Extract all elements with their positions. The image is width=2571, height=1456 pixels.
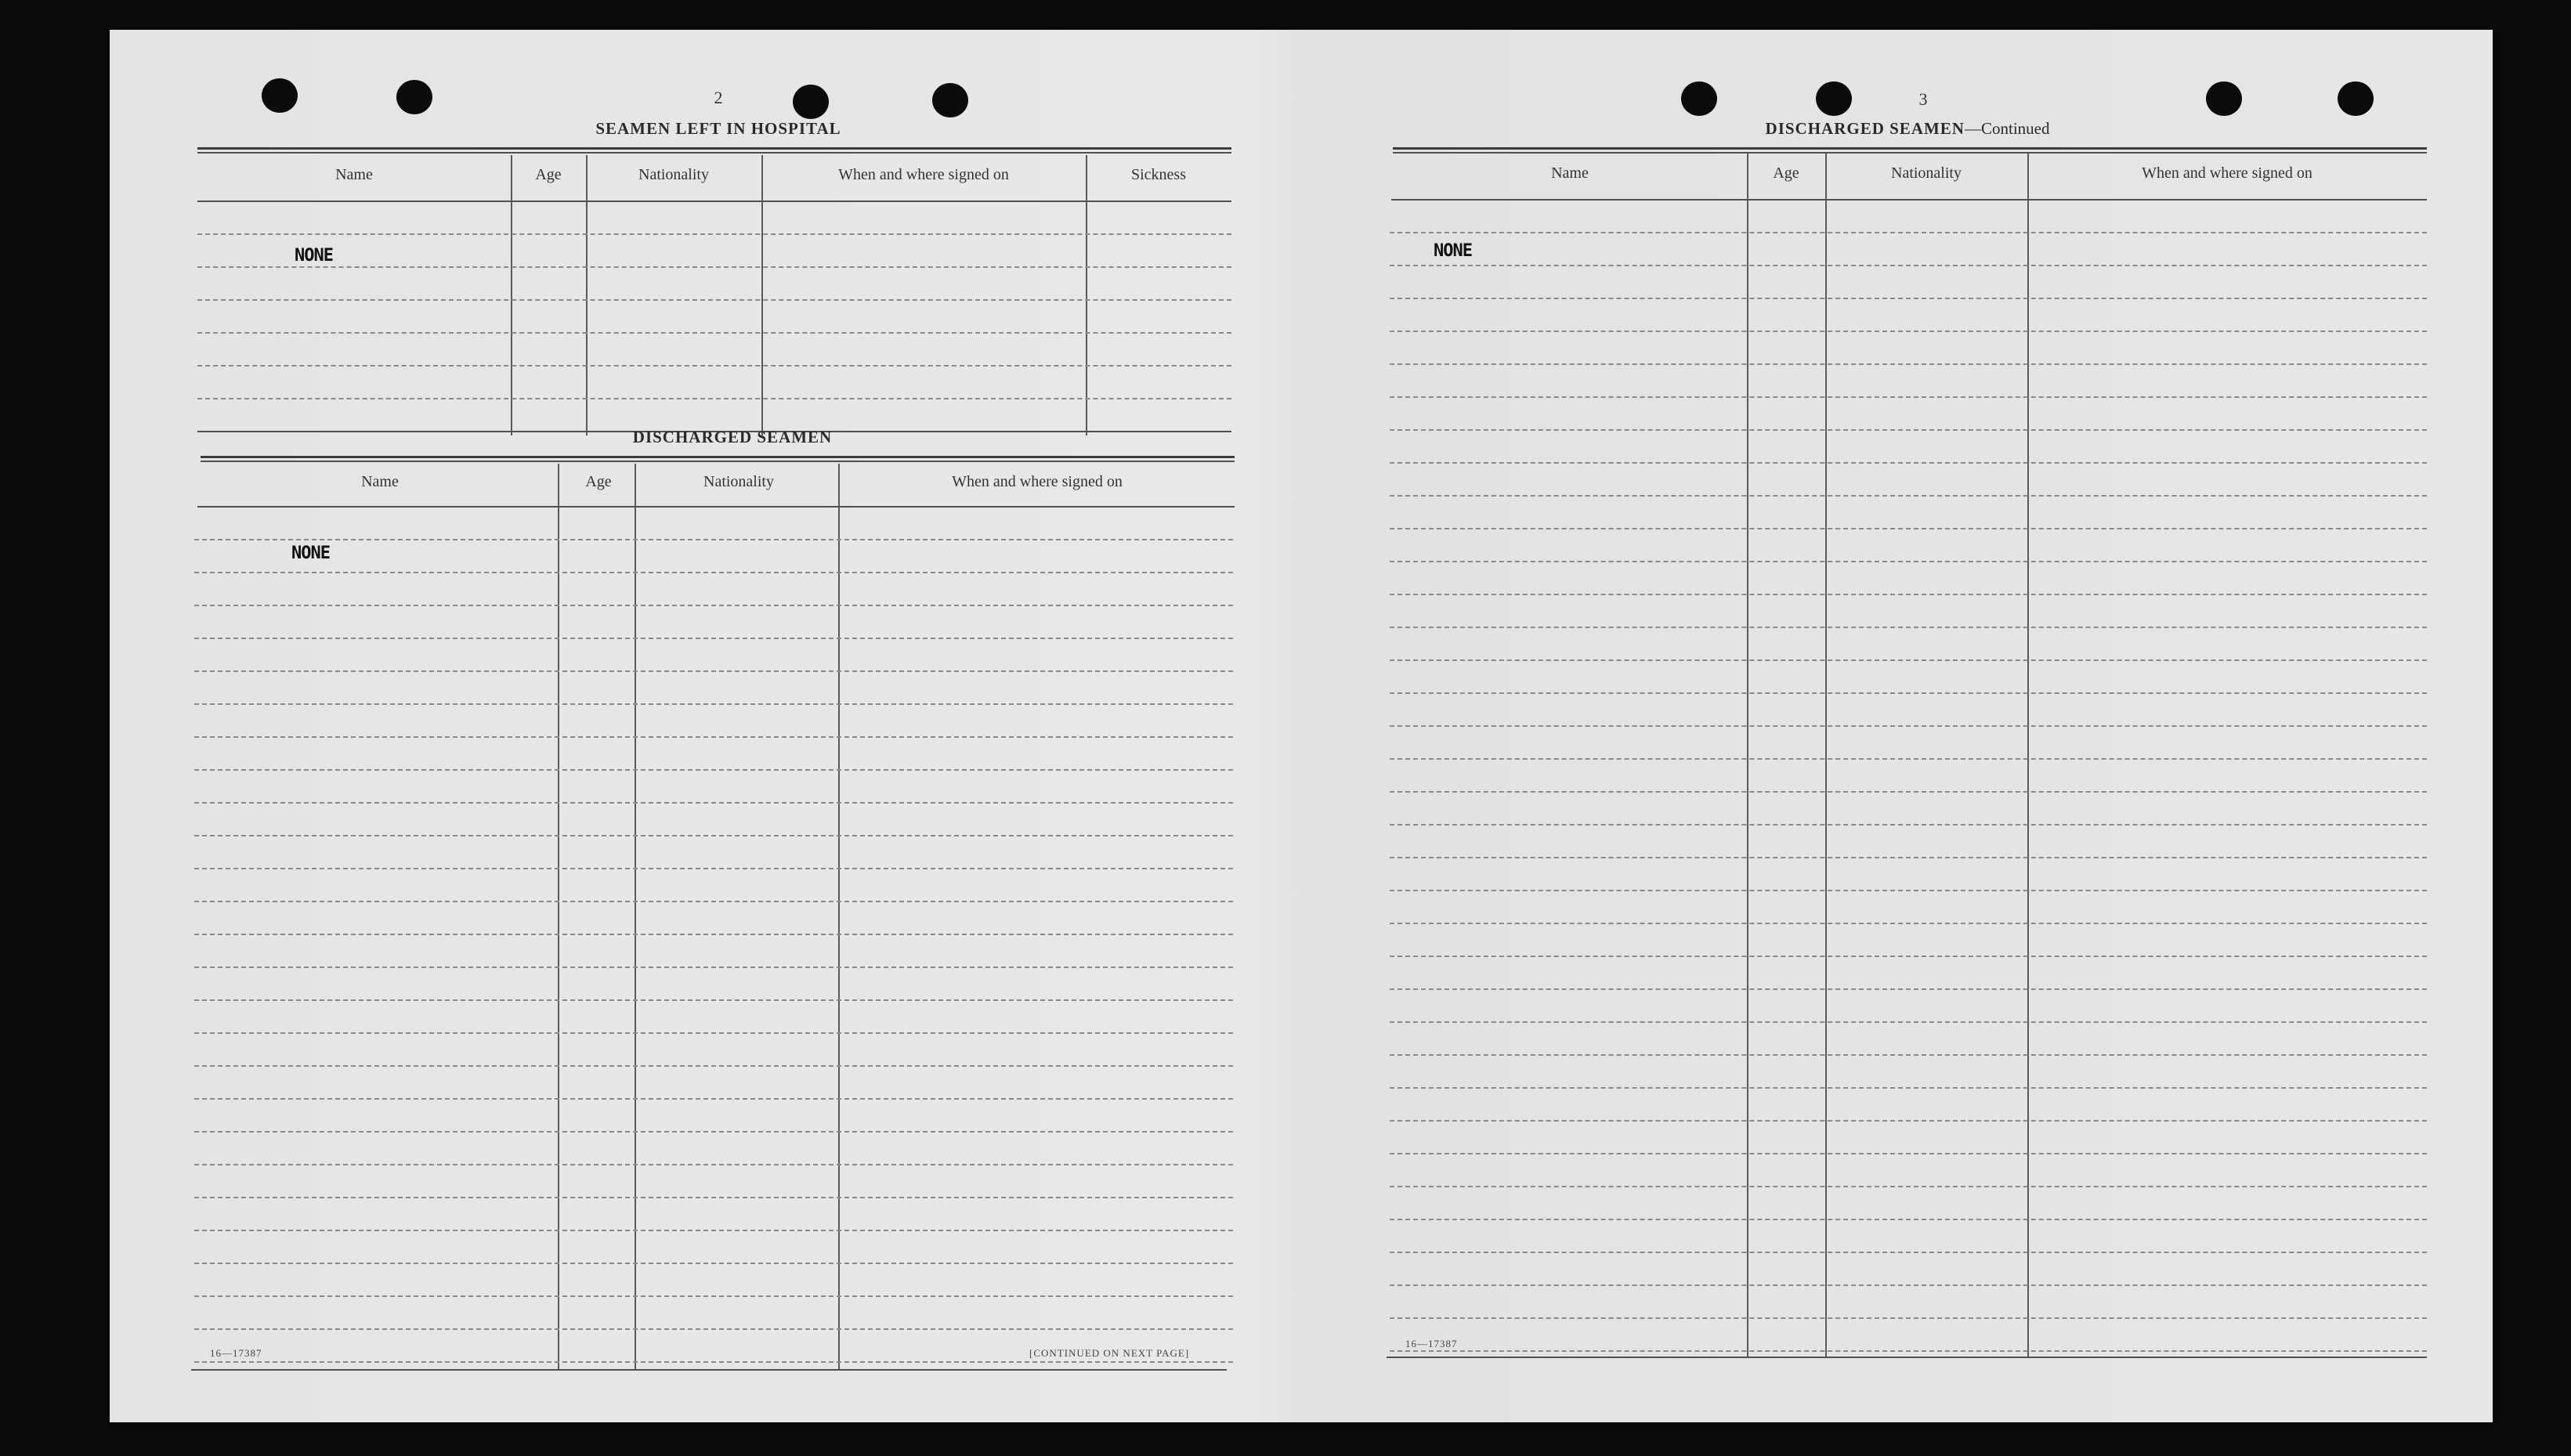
row-line bbox=[1390, 627, 2427, 628]
row-line bbox=[194, 1164, 1233, 1165]
row-line bbox=[1390, 1219, 2427, 1220]
row-line bbox=[194, 1032, 1233, 1034]
row-line bbox=[1390, 1284, 2427, 1286]
row-line bbox=[197, 299, 1231, 301]
column-divider bbox=[838, 464, 840, 1369]
row-line bbox=[1390, 1087, 2427, 1089]
discharged-entry-stamp: NONE bbox=[291, 544, 330, 563]
punch-hole bbox=[1816, 81, 1852, 116]
row-line bbox=[194, 802, 1233, 804]
hospital-section-title: SEAMEN LEFT IN HOSPITAL bbox=[595, 119, 841, 138]
row-line bbox=[194, 670, 1233, 672]
section-rule bbox=[1393, 152, 2427, 154]
discharged-continued-entry-stamp: NONE bbox=[1434, 241, 1472, 261]
discharged-continued-title bbox=[1766, 119, 2050, 139]
punch-hole bbox=[396, 80, 432, 114]
row-line bbox=[197, 266, 1231, 268]
row-line bbox=[194, 769, 1233, 771]
punch-hole bbox=[793, 85, 829, 119]
row-line bbox=[194, 1098, 1233, 1100]
section-rule bbox=[197, 147, 1231, 150]
row-line bbox=[1390, 857, 2427, 858]
row-line bbox=[1390, 890, 2427, 891]
column-header-nationality: Nationality bbox=[1891, 164, 1962, 182]
row-line bbox=[194, 572, 1233, 573]
row-line bbox=[1390, 1186, 2427, 1187]
hospital-entry-stamp: NONE bbox=[295, 246, 333, 266]
punch-hole bbox=[262, 78, 298, 113]
title-suffix: —Continued bbox=[1964, 119, 2050, 138]
row-line bbox=[1390, 1120, 2427, 1122]
row-line bbox=[1390, 1317, 2427, 1319]
row-line bbox=[1390, 923, 2427, 924]
row-line bbox=[194, 1328, 1233, 1330]
column-divider bbox=[1086, 155, 1087, 435]
section-bottom-rule bbox=[191, 1369, 1227, 1371]
column-header-name: Name bbox=[361, 473, 399, 490]
column-header-name: Name bbox=[335, 166, 373, 183]
row-line bbox=[1390, 725, 2427, 727]
page-number: 3 bbox=[1918, 89, 1928, 109]
row-line bbox=[194, 934, 1233, 935]
row-line bbox=[194, 1295, 1233, 1297]
row-line bbox=[1390, 692, 2427, 694]
column-divider bbox=[558, 464, 559, 1369]
row-line bbox=[194, 901, 1233, 902]
form-code: 16—17387 bbox=[1405, 1338, 1458, 1349]
column-header-name: Name bbox=[1551, 164, 1589, 182]
row-line bbox=[1390, 824, 2427, 826]
column-header-signed-on: When and where signed on bbox=[2142, 164, 2312, 182]
row-line bbox=[194, 703, 1233, 705]
row-line bbox=[1390, 495, 2427, 497]
column-divider bbox=[1825, 154, 1827, 1357]
row-line bbox=[194, 835, 1233, 836]
row-line bbox=[1390, 1252, 2427, 1253]
row-line bbox=[194, 1361, 1233, 1363]
row-line bbox=[194, 1230, 1233, 1231]
row-line bbox=[194, 539, 1233, 540]
row-line bbox=[1390, 956, 2427, 957]
column-divider bbox=[1747, 154, 1748, 1357]
punch-hole bbox=[932, 83, 968, 117]
row-line bbox=[1390, 265, 2427, 266]
punch-hole bbox=[1681, 81, 1717, 116]
row-line bbox=[1390, 1021, 2427, 1023]
row-line bbox=[1390, 528, 2427, 529]
row-line bbox=[1390, 396, 2427, 398]
header-rule bbox=[197, 201, 1231, 202]
row-line bbox=[1390, 363, 2427, 365]
row-line bbox=[1390, 1054, 2427, 1056]
row-line bbox=[194, 1131, 1233, 1133]
column-header-nationality: Nationality bbox=[703, 473, 774, 490]
column-divider bbox=[635, 464, 636, 1369]
row-line bbox=[194, 1065, 1233, 1067]
column-header-age: Age bbox=[535, 166, 562, 183]
row-line bbox=[197, 365, 1231, 367]
section-rule bbox=[1393, 147, 2427, 150]
continued-note: [CONTINUED ON NEXT PAGE] bbox=[1029, 1347, 1190, 1359]
row-line bbox=[194, 1197, 1233, 1198]
discharged-section-title: DISCHARGED SEAMEN bbox=[632, 428, 833, 446]
row-line bbox=[1390, 659, 2427, 661]
column-divider bbox=[761, 155, 763, 435]
row-line bbox=[1390, 791, 2427, 793]
column-header-age: Age bbox=[1773, 164, 1799, 182]
row-line bbox=[1390, 298, 2427, 299]
header-rule bbox=[197, 506, 1235, 508]
row-line bbox=[1390, 232, 2427, 233]
row-line bbox=[1390, 988, 2427, 990]
document-sheet bbox=[110, 30, 2493, 1422]
header-rule bbox=[1391, 199, 2427, 201]
punch-hole bbox=[2206, 81, 2242, 116]
row-line bbox=[1390, 1350, 2427, 1352]
column-header-sickness: Sickness bbox=[1131, 166, 1186, 183]
form-code: 16—17387 bbox=[210, 1347, 262, 1359]
row-line bbox=[1390, 758, 2427, 760]
row-line bbox=[197, 332, 1231, 334]
row-line bbox=[194, 999, 1233, 1001]
title-main: DISCHARGED SEAMEN bbox=[1765, 119, 1965, 138]
row-line bbox=[197, 233, 1231, 235]
column-header-age: Age bbox=[585, 473, 612, 490]
section-rule bbox=[201, 461, 1235, 462]
section-bottom-rule bbox=[1387, 1357, 2427, 1358]
section-rule bbox=[201, 456, 1235, 458]
row-line bbox=[1390, 429, 2427, 431]
row-line bbox=[194, 868, 1233, 869]
column-divider bbox=[511, 155, 512, 435]
column-header-nationality: Nationality bbox=[638, 166, 709, 183]
row-line bbox=[1390, 561, 2427, 562]
row-line bbox=[194, 966, 1233, 968]
section-rule bbox=[197, 152, 1231, 154]
row-line bbox=[1390, 1153, 2427, 1154]
column-header-signed-on: When and where signed on bbox=[952, 473, 1123, 490]
row-line bbox=[197, 398, 1231, 399]
row-line bbox=[194, 605, 1233, 606]
row-line bbox=[194, 736, 1233, 738]
page-number: 2 bbox=[714, 88, 723, 107]
row-line bbox=[1390, 594, 2427, 595]
column-divider bbox=[586, 155, 588, 435]
column-divider bbox=[2027, 154, 2029, 1357]
punch-hole bbox=[2338, 81, 2374, 116]
row-line bbox=[1390, 331, 2427, 332]
row-line bbox=[194, 1263, 1233, 1264]
column-header-signed-on: When and where signed on bbox=[838, 166, 1009, 183]
row-line bbox=[1390, 462, 2427, 464]
row-line bbox=[194, 638, 1233, 639]
